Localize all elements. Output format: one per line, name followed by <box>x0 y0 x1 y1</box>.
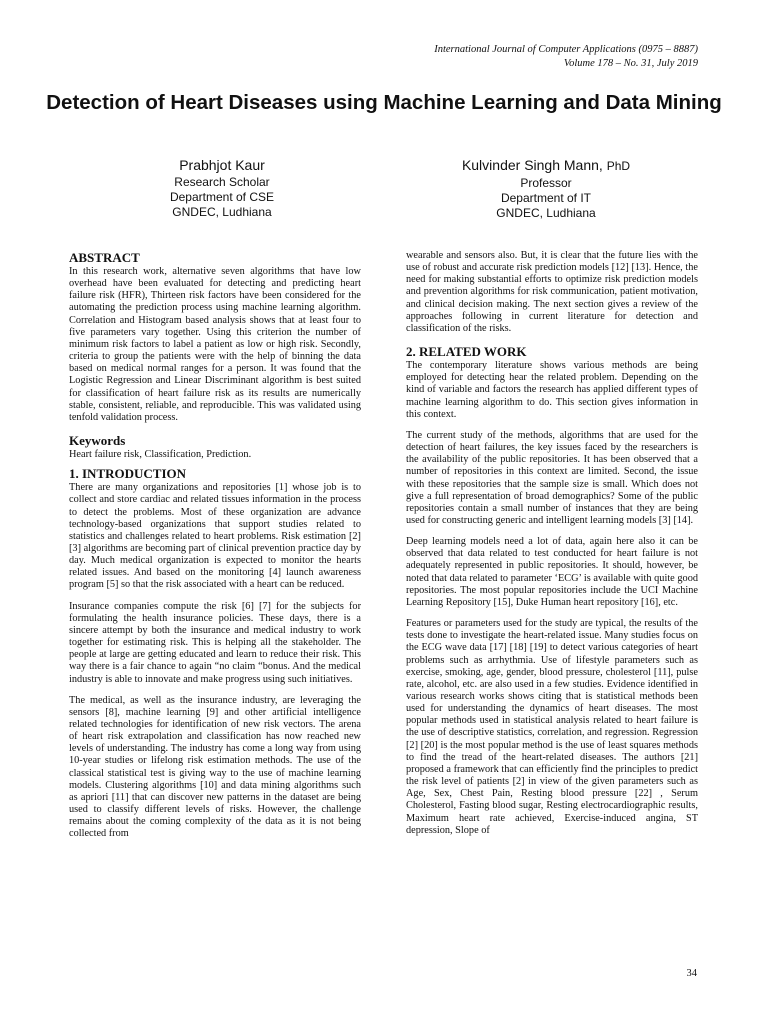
intro-continuation: wearable and sensors also. But, it is clear that the future lies with the use of robust and accurate risk prediction models [12] [13]. Hence, the need for making substantial efforts to optimize risk prediction models and prevention algorithms for risk communication, patient motivation, and clinical decision making. The next section gives a review of the approaches following in current literature for detection and classification of the risks. <box>406 250 698 334</box>
author-block-2 <box>426 155 666 221</box>
left-column <box>69 250 361 850</box>
related-work-heading: 2. RELATED WORK <box>406 344 527 360</box>
page-number: 34 <box>686 968 697 979</box>
related-paragraph: The current study of the methods, algorithms that are used for the detection of heart failures, the key issues faced by the researchers is the availability of the public repositories. It has been observed that a number of repositories in this context are limited. Second, the issue with these repositories that the sample size is small. Which does not give a full representation of broad demographics? Some of the public repositories contain a small number of instances that they are being used for constructing generic and intelligent learning models [3] [14]. <box>406 429 698 526</box>
paper-title: Detection of Heart Diseases using Machine Learning and Data Mining <box>46 91 722 114</box>
author-department: Department of CSE <box>169 190 275 204</box>
author-affiliation: GNDEC, Ludhiana <box>172 205 272 219</box>
author-affiliation: GNDEC, Ludhiana <box>496 206 596 220</box>
author-position: Research Scholar <box>174 175 270 189</box>
introduction-heading: 1. INTRODUCTION <box>69 466 187 482</box>
abstract-heading: ABSTRACT <box>69 250 140 265</box>
author-department: Department of IT <box>500 191 592 205</box>
author-name: Prabhjot Kaur <box>179 157 265 173</box>
author-name: Kulvinder Singh Mann, PhD <box>461 157 631 173</box>
related-paragraph: The contemporary literature shows various methods are being employed for detecting hear the related problem. Depending on the kind of variable and factors the research has applied different types of machine learning algorithm to do. This section gives information in this context. <box>406 360 698 420</box>
author-block-1 <box>130 155 314 220</box>
intro-paragraph: Insurance companies compute the risk [6] [7] for the subjects for formulating the health insurance policies. These days, there is a sincere attempt by both the insurance and medical industry to work together for estimating risk. This is helping all the stakeholder. The people at large are getting educated and learn to reduce their risk. This way there is a fair chance to again “no claim “bonus. And the medical industry is able to innovate and make progress using such initiatives. <box>69 600 361 685</box>
author-position: Professor <box>520 176 572 190</box>
keywords-heading: Keywords <box>69 433 126 449</box>
intro-paragraph: There are many organizations and repositories [1] whose job is to collect and store cardiac and related tissues information in the process to detect the problems. Most of these organization are advance technology-based organizations that support studies related to statistics and challenges related to heart problems. Risk estimation [2] [3] algorithms are becoming part of clinical prevention practice day by day. Much medical organization is expected to monitor the hearts related issues. And based on the monitoring [4] launch awareness program [5] so that the risk associated with a heart can be reduced. <box>69 482 361 591</box>
author-degree: PhD <box>606 159 631 173</box>
intro-paragraph: The medical, as well as the insurance industry, are leveraging the sensors [8], machine learning [9] and other artificial intelligence related technologies for identification of new risk vectors. The arena of heart risk extrapolation and classification has now reached new levels of understanding. The industry has come a long way from using 10-year studies or lifelong risk estimation methods. The use of the classical statistical test is giving way to the use of machine learning models. Clustering algorithms [10] and data mining algorithms such as apriori [11] that can discover new patterns in the dataset are being used to classify different levels of risks. However, the challenge remains about the coming complexity of the data as it is not being collected from <box>69 694 361 840</box>
keywords-text: Heart failure risk, Classification, Prediction. <box>69 449 252 461</box>
journal-header <box>434 43 698 71</box>
journal-name: International Journal of Computer Applications (0975 – 8887) <box>434 44 698 55</box>
journal-volume: Volume 178 – No. 31, July 2019 <box>563 58 698 69</box>
abstract-text: In this research work, alternative seven algorithms that have low overhead have been evaluated for detecting and predicting heart failure risk (HFR), Thirteen risk factors have been considered for the automating the prediction process using machine learning algorithm. Correlation and Histogram based analysis shows that at least four to five parameters vary together. Using this criterion the number of minimum risk factors to label a patient as low or high risk. Secondly, criteria to group the patients were with the help of binning the data based on medical normal ranges for a person. It was found that the Logistic Regression and Linear Discriminant algorithm is best suited for classification of heart failure risk as its results are numerically stable, consistent, reliable, and reproducible. This was validated using tenfold validation process. <box>69 266 361 423</box>
related-paragraph: Deep learning models need a lot of data, again here also it can be observed that data related to test conducted for heart failure is not adequately represented in public repositories. It should, however, be noted that data related to parameter ‘ECG’ is available with quite good repositories. The most popular repositories include the UCI Machine Learning Repository [15], Duke Human heart repository [16], etc. <box>406 536 698 608</box>
related-paragraph: Features or parameters used for the study are typical, the results of the tests done to investigate the heart-related issue. Many studies focus on the ECG wave data [17] [18] [19] to detect various categories of heart problems such as arrhythmia. Use of lifestyle parameters such as exercise, smoking, age, gender, blood pressure, cholesterol [11], pulse rate, alcohol, etc. are also used in a few studies. Evidence identified in various research works shows citing that is statistical methods been used for understanding the dynamics of heart diseases. The most popular methods used in statistical analysis related to heart failure is the use of descriptive statistics, correlation, and regression. Regression [2] [20] is the most popular method is the use of least squares methods to find the tread of the heart-related diseases. The authors [21] proposed a framework that can efficiently find the principles to predict the risk level of patients [2] in view of the given parameters such as Age, Sex, Chest Pain, Resting blood pressure [22] , Serum Cholesterol, Fasting blood sugar, Resting electrocardiographic results, Maximum heart rate achieved, Exercise-induced angina, ST depression, Slope of <box>406 618 698 836</box>
right-column <box>406 250 698 846</box>
